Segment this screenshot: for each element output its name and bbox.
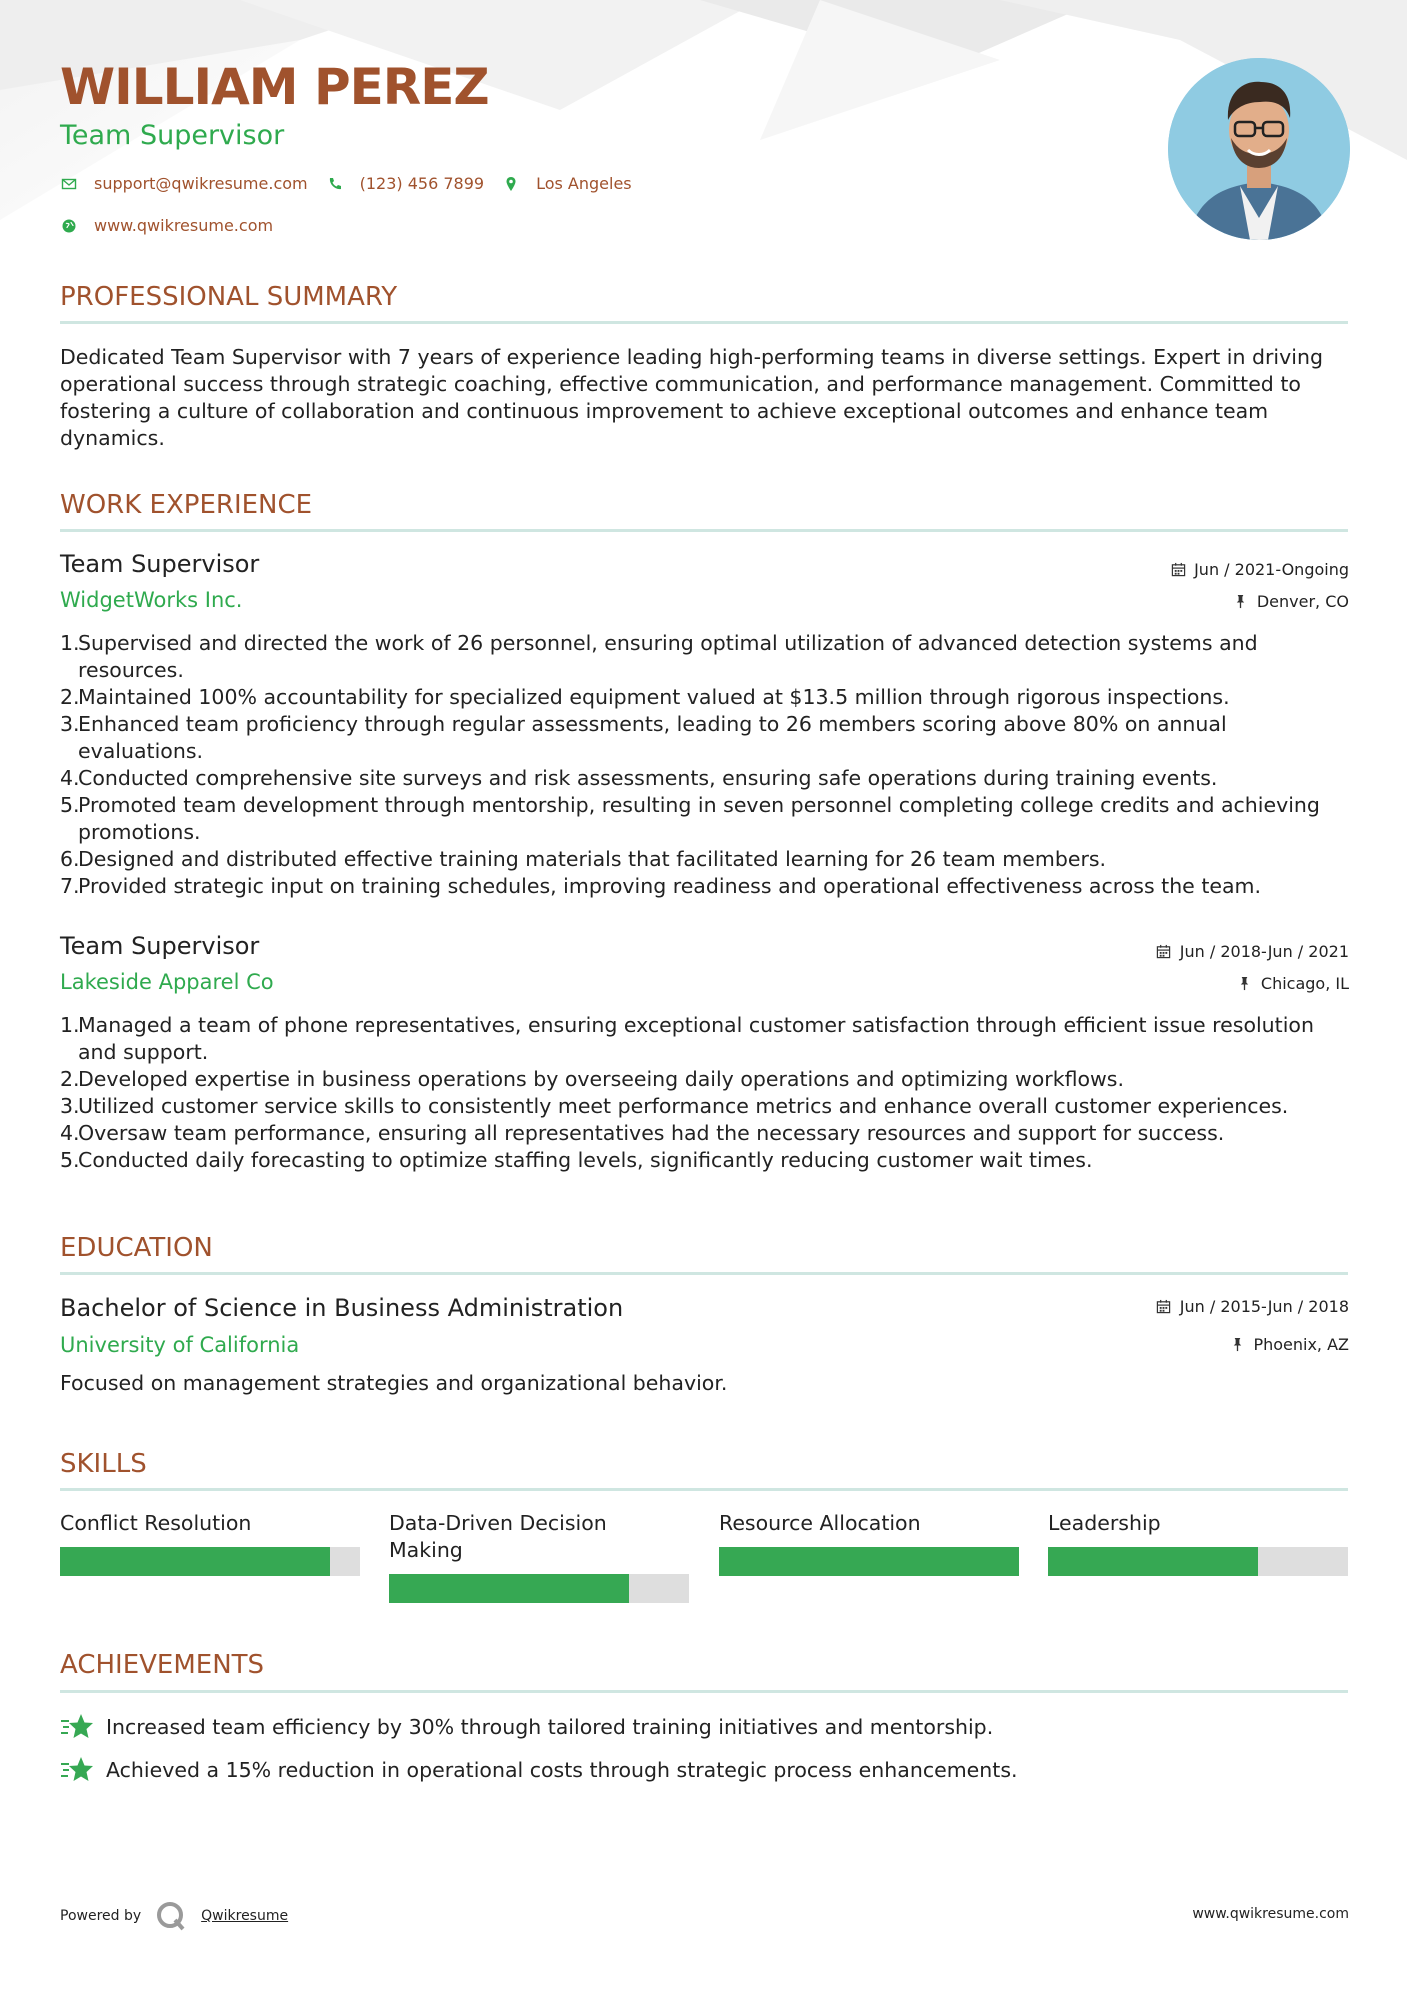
education-location-text: Phoenix, AZ xyxy=(1253,1335,1349,1354)
job-2-company: Lakeside Apparel Co xyxy=(60,970,274,994)
list-item: 3. Utilized customer service skills to consistently meet performance metrics and enhance overall customer experiences. xyxy=(60,1094,1289,1118)
job-2-location xyxy=(1237,974,1349,993)
candidate-role: Team Supervisor xyxy=(60,120,285,151)
star-icon xyxy=(60,1755,94,1785)
list-item: 5. Promoted team development through mentorship, resulting in seven personnel completing college credits and achieving promotions. xyxy=(60,793,1320,844)
pushpin-icon xyxy=(1237,976,1253,992)
skill-bar-fill xyxy=(1048,1547,1258,1576)
location-item xyxy=(502,174,632,193)
envelope-icon xyxy=(60,175,78,193)
website-text: www.qwikresume.com xyxy=(94,216,274,235)
contact-row-primary xyxy=(60,174,650,193)
calendar-icon xyxy=(1156,944,1172,960)
list-item: 2. Developed expertise in business operations by overseeing daily operations and optimizing workflows. xyxy=(60,1067,1124,1091)
list-item: 1. Managed a team of phone representatives, ensuring exceptional customer satisfaction through efficient issue resolution and support. xyxy=(60,1013,1314,1064)
skill-conflict-resolution xyxy=(60,1510,360,1576)
skill-bar-track xyxy=(60,1547,360,1576)
summary-divider xyxy=(60,321,1348,324)
summary-text: Dedicated Team Supervisor with 7 years of experience leading high-performing teams in diverse settings. Expert in driving operational success through strategic coaching, effective communication, and performance management. Committed to fostering a culture of collaboration and continuous improvement to achieve exceptional outcomes and enhance team dynamics. xyxy=(60,345,1323,450)
location-text: Los Angeles xyxy=(536,174,632,193)
qwikresume-link[interactable]: Qwikresume xyxy=(201,1908,289,1924)
list-item: 1. Supervised and directed the work of 26 personnel, ensuring optimal utilization of advanced detection systems and resources. xyxy=(60,631,1258,682)
education-dates xyxy=(1156,1297,1349,1316)
list-item: 2. Maintained 100% accountability for specialized equipment valued at $13.5 million through rigorous inspections. xyxy=(60,685,1230,709)
pushpin-icon xyxy=(1229,1337,1245,1353)
job-1-company: WidgetWorks Inc. xyxy=(60,588,243,612)
education-divider xyxy=(60,1272,1348,1275)
star-icon xyxy=(60,1712,94,1742)
skill-bar-track xyxy=(1048,1547,1348,1576)
skill-name: Data-Driven Decision Making xyxy=(389,1511,607,1562)
skill-name: Resource Allocation xyxy=(719,1511,921,1535)
education-location xyxy=(1229,1335,1349,1354)
calendar-icon xyxy=(1156,1299,1172,1315)
skill-data-driven-decision-making xyxy=(389,1510,689,1603)
achievement-item xyxy=(60,1755,1018,1785)
calendar-icon xyxy=(1170,562,1186,578)
skills-section-title: SKILLS xyxy=(60,1449,147,1479)
qwikresume-logo-icon xyxy=(155,1900,187,1932)
website-item[interactable] xyxy=(60,216,273,235)
job-1-location xyxy=(1233,592,1349,611)
list-item: 5. Conducted daily forecasting to optimize staffing levels, significantly reducing customer wait times. xyxy=(60,1148,1093,1172)
job-1-bullets xyxy=(60,630,1350,900)
list-item: 4. Oversaw team performance, ensuring all representatives had the necessary resources and support for success. xyxy=(60,1121,1225,1145)
skill-name: Leadership xyxy=(1048,1511,1161,1535)
phone-icon xyxy=(326,175,344,193)
education-school: University of California xyxy=(60,1333,300,1357)
education-degree: Bachelor of Science in Business Administration xyxy=(60,1294,624,1322)
experience-section-title: WORK EXPERIENCE xyxy=(60,490,313,520)
candidate-name: WILLIAM PEREZ xyxy=(60,58,489,116)
pushpin-icon xyxy=(1233,594,1249,610)
skill-resource-allocation xyxy=(719,1510,1019,1576)
profile-photo xyxy=(1168,58,1350,240)
skill-bar-track xyxy=(389,1574,689,1603)
achievements-divider xyxy=(60,1690,1348,1693)
education-description: Focused on management strategies and organizational behavior. xyxy=(60,1371,728,1395)
job-1-dates xyxy=(1170,560,1349,579)
list-item: 6. Designed and distributed effective training materials that facilitated learning for 26 team members. xyxy=(60,847,1107,871)
job-2-dates xyxy=(1156,942,1349,961)
globe-icon xyxy=(60,217,78,235)
achievement-item xyxy=(60,1712,993,1742)
experience-divider xyxy=(60,529,1348,532)
contact-row-secondary xyxy=(60,216,291,235)
email-item[interactable] xyxy=(60,174,308,193)
skills-divider xyxy=(60,1488,1348,1491)
list-item: 7. Provided strategic input on training schedules, improving readiness and operational effectiveness across the team. xyxy=(60,874,1262,898)
phone-item[interactable] xyxy=(326,174,484,193)
list-item: 3. Enhanced team proficiency through regular assessments, leading to 26 members scoring above 80% on annual evaluations. xyxy=(60,712,1227,763)
email-text: support@qwikresume.com xyxy=(94,174,308,193)
education-dates-text: Jun / 2015-Jun / 2018 xyxy=(1179,1297,1349,1316)
job-1-location-text: Denver, CO xyxy=(1256,592,1349,611)
skill-name: Conflict Resolution xyxy=(60,1511,252,1535)
list-item: 4. Conducted comprehensive site surveys and risk assessments, ensuring safe operations during training events. xyxy=(60,766,1218,790)
job-2-dates-text: Jun / 2018-Jun / 2021 xyxy=(1179,942,1349,961)
job-2-bullets xyxy=(60,1012,1350,1174)
summary-section-title: PROFESSIONAL SUMMARY xyxy=(60,282,398,312)
education-section-title: EDUCATION xyxy=(60,1233,213,1263)
achievement-text: Achieved a 15% reduction in operational costs through strategic process enhancements. xyxy=(106,1758,1018,1782)
skill-bar-fill xyxy=(389,1574,629,1603)
job-1-dates-text: Jun / 2021-Ongoing xyxy=(1194,560,1349,579)
job-2-location-text: Chicago, IL xyxy=(1260,974,1349,993)
powered-by-label: Powered by xyxy=(60,1908,142,1924)
skill-bar-track xyxy=(719,1547,1019,1576)
skill-bar-fill xyxy=(719,1547,1019,1576)
map-pin-icon xyxy=(502,175,520,193)
footer-powered-by xyxy=(60,1900,288,1932)
skill-leadership xyxy=(1048,1510,1348,1576)
job-2-title: Team Supervisor xyxy=(60,932,260,960)
footer-url[interactable]: www.qwikresume.com xyxy=(1192,1906,1349,1922)
skill-bar-fill xyxy=(60,1547,330,1576)
achievements-section-title: ACHIEVEMENTS xyxy=(60,1650,265,1680)
job-1-title: Team Supervisor xyxy=(60,550,260,578)
achievement-text: Increased team efficiency by 30% through tailored training initiatives and mentorship. xyxy=(106,1715,994,1739)
phone-text: (123) 456 7899 xyxy=(359,174,485,193)
